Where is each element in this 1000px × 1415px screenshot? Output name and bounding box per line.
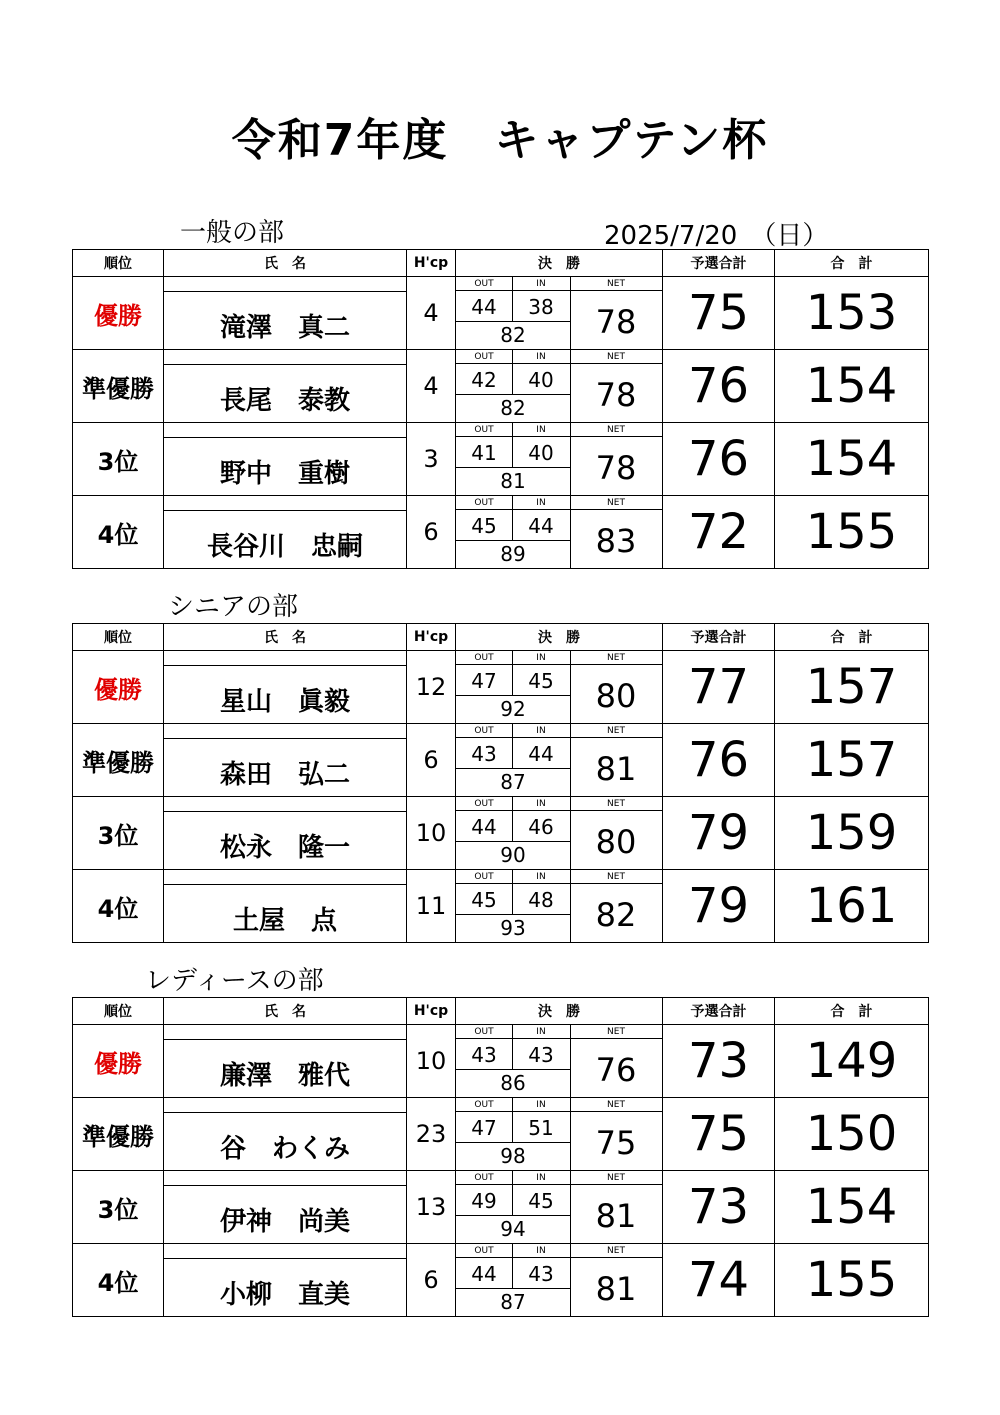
- out-label: OUT: [474, 799, 494, 809]
- table-row: [73, 277, 929, 350]
- results-table: [72, 249, 929, 569]
- out-label: OUT: [474, 425, 494, 435]
- divider: [456, 321, 570, 322]
- col-header-prelim: 予選合計: [663, 998, 775, 1025]
- net-score: 82: [595, 896, 637, 934]
- col-header-prelim: 予選合計: [663, 624, 775, 651]
- rank-cell: 3位: [73, 423, 164, 496]
- table-row: [73, 1098, 929, 1171]
- grand-total-cell: 161: [775, 870, 929, 943]
- out-label: OUT: [474, 1027, 494, 1037]
- gross-score: 98: [500, 1144, 526, 1168]
- in-label: IN: [536, 1246, 546, 1256]
- player-name: 松永 隆一: [219, 833, 350, 863]
- section-label: レディースの部: [145, 966, 324, 996]
- divider: [164, 665, 406, 666]
- divider: [164, 1039, 406, 1040]
- in-label: IN: [536, 498, 546, 508]
- net-score: 76: [595, 1051, 637, 1089]
- table-row: [73, 724, 929, 797]
- header-row: [73, 250, 929, 277]
- handicap-cell: 10: [407, 1025, 456, 1098]
- col-header-final: 決 勝: [456, 624, 663, 651]
- divider: [456, 394, 570, 395]
- in-label: IN: [536, 872, 546, 882]
- prelim-total-cell: 76: [663, 724, 775, 797]
- col-header-final: 決 勝: [456, 998, 663, 1025]
- col-header-hcp: H'cp: [407, 624, 456, 651]
- table-row: [73, 870, 929, 943]
- player-name: 小柳 直美: [219, 1280, 350, 1310]
- event-date: 2025/7/20 （日）: [604, 221, 829, 251]
- col-header-rank: 順位: [73, 250, 164, 277]
- divider: [164, 884, 406, 885]
- out-score: 43: [471, 742, 497, 766]
- prelim-total-cell: 75: [663, 277, 775, 350]
- divider: [456, 290, 662, 291]
- out-score: 49: [471, 1189, 497, 1213]
- divider: [164, 1258, 406, 1259]
- divider: [456, 467, 570, 468]
- out-score: 42: [471, 368, 497, 392]
- in-score: 40: [528, 441, 554, 465]
- final-score-cell: [456, 724, 663, 797]
- gross-score: 89: [500, 542, 526, 566]
- final-score-cell: [456, 277, 663, 350]
- name-cell: [164, 1244, 407, 1317]
- player-name: 星山 眞毅: [219, 687, 350, 717]
- net-label: NET: [607, 653, 625, 663]
- divider: [164, 291, 406, 292]
- name-cell: [164, 1025, 407, 1098]
- player-name: 森田 弘二: [219, 760, 350, 790]
- divider: [456, 1038, 662, 1039]
- name-cell: [164, 870, 407, 943]
- prelim-total-cell: 79: [663, 870, 775, 943]
- results-table: [72, 997, 929, 1317]
- out-score: 45: [471, 514, 497, 538]
- in-label: IN: [536, 1173, 546, 1183]
- rank-cell: 4位: [73, 870, 164, 943]
- in-score: 38: [528, 295, 554, 319]
- net-score: 81: [595, 750, 637, 788]
- in-label: IN: [536, 799, 546, 809]
- out-label: OUT: [474, 279, 494, 289]
- out-score: 47: [471, 1116, 497, 1140]
- divider: [164, 1112, 406, 1113]
- divider: [456, 1215, 570, 1216]
- table-row: [73, 1171, 929, 1244]
- table-row: [73, 797, 929, 870]
- rank-cell: 準優勝: [73, 350, 164, 423]
- handicap-cell: 10: [407, 797, 456, 870]
- handicap-cell: 6: [407, 724, 456, 797]
- final-score-cell: [456, 651, 663, 724]
- name-cell: [164, 1098, 407, 1171]
- net-label: NET: [607, 1246, 625, 1256]
- name-cell: [164, 350, 407, 423]
- in-label: IN: [536, 1100, 546, 1110]
- in-score: 48: [528, 888, 554, 912]
- net-label: NET: [607, 872, 625, 882]
- player-name: 谷 わくみ: [219, 1134, 350, 1164]
- in-score: 51: [528, 1116, 554, 1140]
- rank-cell: 3位: [73, 797, 164, 870]
- gross-score: 86: [500, 1071, 526, 1095]
- divider: [456, 1288, 570, 1289]
- divider: [456, 1142, 570, 1143]
- out-score: 43: [471, 1043, 497, 1067]
- rank-cell: 3位: [73, 1171, 164, 1244]
- handicap-cell: 6: [407, 1244, 456, 1317]
- results-table: [72, 623, 929, 943]
- handicap-cell: 3: [407, 423, 456, 496]
- divider: [456, 737, 662, 738]
- in-score: 43: [528, 1262, 554, 1286]
- handicap-cell: 4: [407, 277, 456, 350]
- net-label: NET: [607, 498, 625, 508]
- divider: [456, 664, 662, 665]
- in-label: IN: [536, 425, 546, 435]
- player-name: 滝澤 真二: [219, 313, 350, 343]
- grand-total-cell: 159: [775, 797, 929, 870]
- net-label: NET: [607, 425, 625, 435]
- final-score-cell: [456, 423, 663, 496]
- divider: [164, 437, 406, 438]
- player-name: 伊神 尚美: [219, 1207, 350, 1237]
- out-score: 45: [471, 888, 497, 912]
- divider: [456, 810, 662, 811]
- rank-cell: 準優勝: [73, 1098, 164, 1171]
- col-header-name: 氏 名: [164, 250, 407, 277]
- page-title: 令和7年度 キャプテン杯: [231, 115, 769, 166]
- net-score: 83: [595, 522, 637, 560]
- divider: [456, 1069, 570, 1070]
- final-score-cell: [456, 1171, 663, 1244]
- rank-cell: 優勝: [73, 1025, 164, 1098]
- handicap-cell: 11: [407, 870, 456, 943]
- name-cell: [164, 423, 407, 496]
- grand-total-cell: 154: [775, 1171, 929, 1244]
- out-label: OUT: [474, 1246, 494, 1256]
- handicap-cell: 12: [407, 651, 456, 724]
- grand-total-cell: 149: [775, 1025, 929, 1098]
- final-score-cell: [456, 350, 663, 423]
- section-label: 一般の部: [180, 218, 285, 248]
- gross-score: 82: [500, 323, 526, 347]
- in-score: 45: [528, 669, 554, 693]
- table-row: [73, 1025, 929, 1098]
- out-score: 44: [471, 1262, 497, 1286]
- in-score: 44: [528, 742, 554, 766]
- gross-score: 93: [500, 916, 526, 940]
- out-label: OUT: [474, 352, 494, 362]
- name-cell: [164, 496, 407, 569]
- col-header-rank: 順位: [73, 624, 164, 651]
- name-cell: [164, 724, 407, 797]
- prelim-total-cell: 74: [663, 1244, 775, 1317]
- name-cell: [164, 797, 407, 870]
- gross-score: 87: [500, 770, 526, 794]
- rank-cell: 4位: [73, 496, 164, 569]
- handicap-cell: 6: [407, 496, 456, 569]
- net-score: 75: [595, 1124, 637, 1162]
- out-score: 47: [471, 669, 497, 693]
- divider: [456, 1257, 662, 1258]
- col-header-name: 氏 名: [164, 624, 407, 651]
- net-label: NET: [607, 1027, 625, 1037]
- final-score-cell: [456, 1098, 663, 1171]
- out-label: OUT: [474, 1173, 494, 1183]
- grand-total-cell: 157: [775, 724, 929, 797]
- gross-score: 90: [500, 843, 526, 867]
- final-score-cell: [456, 496, 663, 569]
- in-label: IN: [536, 1027, 546, 1037]
- header-row: [73, 624, 929, 651]
- player-name: 長谷川 忠嗣: [206, 532, 363, 562]
- divider: [456, 1184, 662, 1185]
- in-label: IN: [536, 726, 546, 736]
- prelim-total-cell: 73: [663, 1025, 775, 1098]
- grand-total-cell: 150: [775, 1098, 929, 1171]
- divider: [164, 738, 406, 739]
- in-score: 40: [528, 368, 554, 392]
- out-score: 44: [471, 295, 497, 319]
- divider: [456, 768, 570, 769]
- net-label: NET: [607, 726, 625, 736]
- section-label: シニアの部: [168, 592, 299, 622]
- handicap-cell: 4: [407, 350, 456, 423]
- out-label: OUT: [474, 498, 494, 508]
- prelim-total-cell: 75: [663, 1098, 775, 1171]
- col-header-total: 合 計: [775, 624, 929, 651]
- prelim-total-cell: 79: [663, 797, 775, 870]
- net-label: NET: [607, 1100, 625, 1110]
- divider: [456, 436, 662, 437]
- col-header-final: 決 勝: [456, 250, 663, 277]
- player-name: 土屋 点: [232, 906, 337, 936]
- rank-cell: 準優勝: [73, 724, 164, 797]
- net-score: 78: [595, 449, 637, 487]
- final-score-cell: [456, 870, 663, 943]
- col-header-total: 合 計: [775, 998, 929, 1025]
- divider: [456, 363, 662, 364]
- divider: [456, 883, 662, 884]
- net-score: 78: [595, 303, 637, 341]
- gross-score: 94: [500, 1217, 526, 1241]
- rank-cell: 優勝: [73, 651, 164, 724]
- prelim-total-cell: 76: [663, 423, 775, 496]
- player-name: 廉澤 雅代: [219, 1061, 350, 1091]
- name-cell: [164, 651, 407, 724]
- col-header-hcp: H'cp: [407, 998, 456, 1025]
- divider: [164, 1185, 406, 1186]
- grand-total-cell: 154: [775, 350, 929, 423]
- divider: [456, 695, 570, 696]
- name-cell: [164, 1171, 407, 1244]
- in-score: 45: [528, 1189, 554, 1213]
- net-label: NET: [607, 799, 625, 809]
- col-header-name: 氏 名: [164, 998, 407, 1025]
- divider: [456, 841, 570, 842]
- net-score: 81: [595, 1197, 637, 1235]
- divider: [456, 540, 570, 541]
- prelim-total-cell: 73: [663, 1171, 775, 1244]
- final-score-cell: [456, 1244, 663, 1317]
- net-label: NET: [607, 352, 625, 362]
- handicap-cell: 13: [407, 1171, 456, 1244]
- divider: [456, 509, 662, 510]
- prelim-total-cell: 77: [663, 651, 775, 724]
- in-label: IN: [536, 279, 546, 289]
- table-row: [73, 496, 929, 569]
- prelim-total-cell: 72: [663, 496, 775, 569]
- net-score: 80: [595, 823, 637, 861]
- table-row: [73, 350, 929, 423]
- name-cell: [164, 277, 407, 350]
- col-header-prelim: 予選合計: [663, 250, 775, 277]
- out-score: 41: [471, 441, 497, 465]
- col-header-rank: 順位: [73, 998, 164, 1025]
- net-label: NET: [607, 1173, 625, 1183]
- header-row: [73, 998, 929, 1025]
- final-score-cell: [456, 797, 663, 870]
- final-score-cell: [456, 1025, 663, 1098]
- net-score: 78: [595, 376, 637, 414]
- col-header-total: 合 計: [775, 250, 929, 277]
- table-row: [73, 651, 929, 724]
- divider: [164, 510, 406, 511]
- in-score: 43: [528, 1043, 554, 1067]
- grand-total-cell: 154: [775, 423, 929, 496]
- grand-total-cell: 157: [775, 651, 929, 724]
- gross-score: 82: [500, 396, 526, 420]
- in-score: 44: [528, 514, 554, 538]
- out-label: OUT: [474, 726, 494, 736]
- out-label: OUT: [474, 1100, 494, 1110]
- divider: [456, 914, 570, 915]
- col-header-hcp: H'cp: [407, 250, 456, 277]
- out-score: 44: [471, 815, 497, 839]
- table-row: [73, 1244, 929, 1317]
- grand-total-cell: 155: [775, 496, 929, 569]
- gross-score: 92: [500, 697, 526, 721]
- prelim-total-cell: 76: [663, 350, 775, 423]
- in-label: IN: [536, 653, 546, 663]
- net-score: 80: [595, 677, 637, 715]
- gross-score: 87: [500, 1290, 526, 1314]
- divider: [164, 811, 406, 812]
- out-label: OUT: [474, 872, 494, 882]
- in-score: 46: [528, 815, 554, 839]
- grand-total-cell: 155: [775, 1244, 929, 1317]
- table-row: [73, 423, 929, 496]
- divider: [456, 1111, 662, 1112]
- divider: [164, 364, 406, 365]
- player-name: 長尾 泰教: [219, 386, 350, 416]
- rank-cell: 4位: [73, 1244, 164, 1317]
- handicap-cell: 23: [407, 1098, 456, 1171]
- out-label: OUT: [474, 653, 494, 663]
- in-label: IN: [536, 352, 546, 362]
- player-name: 野中 重樹: [219, 459, 350, 489]
- net-label: NET: [607, 279, 625, 289]
- grand-total-cell: 153: [775, 277, 929, 350]
- net-score: 81: [595, 1270, 637, 1308]
- rank-cell: 優勝: [73, 277, 164, 350]
- gross-score: 81: [500, 469, 526, 493]
